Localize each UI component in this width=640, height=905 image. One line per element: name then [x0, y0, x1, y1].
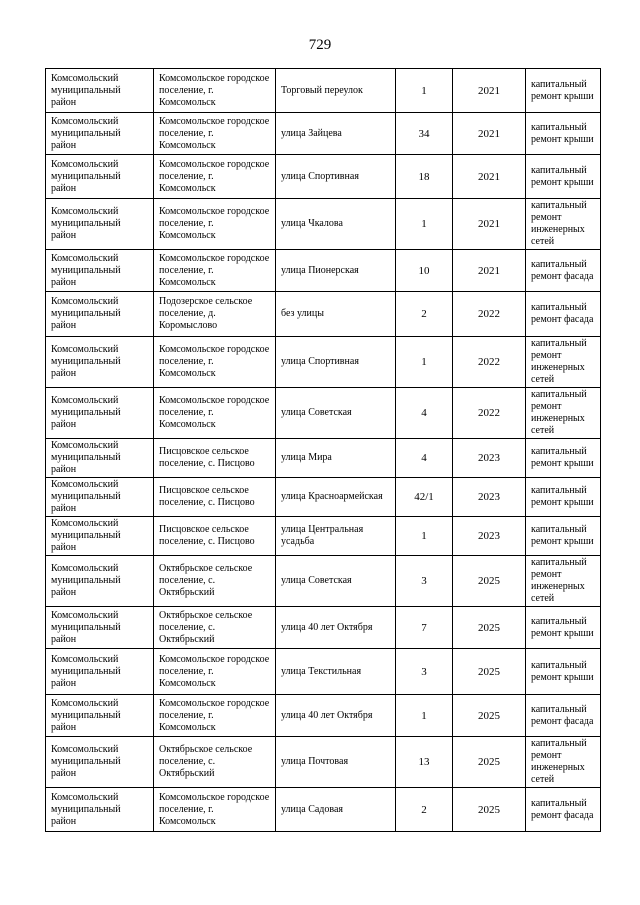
- year-cell: 2021: [453, 250, 526, 292]
- settlement-cell: Комсомольское городское поселение, г. Комсомольск: [154, 337, 276, 388]
- year-cell: 2025: [453, 788, 526, 832]
- street-cell: улица Текстильная: [276, 649, 396, 695]
- settlement-cell: Октябрьское сельское поселение, с. Октябрьский: [154, 556, 276, 607]
- work-type-cell: капитальный ремонт крыши: [526, 478, 601, 517]
- district-cell: Комсомольский муниципальный район: [46, 439, 154, 478]
- settlement-cell: Комсомольское городское поселение, г. Комсомольск: [154, 199, 276, 250]
- settlement-cell: Писцовское сельское поселение, с. Писцово: [154, 517, 276, 556]
- street-cell: улица Спортивная: [276, 155, 396, 199]
- street-cell: улица Советская: [276, 388, 396, 439]
- work-type-cell: капитальный ремонт фасада: [526, 695, 601, 737]
- work-type-cell: капитальный ремонт крыши: [526, 69, 601, 113]
- street-cell: улица Советская: [276, 556, 396, 607]
- table-row: [46, 155, 601, 199]
- district-cell: Комсомольский муниципальный район: [46, 155, 154, 199]
- district-cell: Комсомольский муниципальный район: [46, 292, 154, 337]
- street-cell: улица Зайцева: [276, 113, 396, 155]
- house-number-cell: 4: [396, 388, 453, 439]
- district-cell: Комсомольский муниципальный район: [46, 649, 154, 695]
- work-type-cell: капитальный ремонт крыши: [526, 113, 601, 155]
- district-cell: Комсомольский муниципальный район: [46, 113, 154, 155]
- table-row: [46, 607, 601, 649]
- district-cell: Комсомольский муниципальный район: [46, 788, 154, 832]
- work-type-cell: капитальный ремонт крыши: [526, 649, 601, 695]
- work-type-cell: капитальный ремонт инженерных сетей: [526, 556, 601, 607]
- work-type-cell: капитальный ремонт фасада: [526, 788, 601, 832]
- street-cell: без улицы: [276, 292, 396, 337]
- table-row: [46, 199, 601, 250]
- settlement-cell: Октябрьское сельское поселение, с. Октябрьский: [154, 607, 276, 649]
- table-row: [46, 788, 601, 832]
- table-row: [46, 737, 601, 788]
- district-cell: Комсомольский муниципальный район: [46, 69, 154, 113]
- settlement-cell: Комсомольское городское поселение, г. Комсомольск: [154, 649, 276, 695]
- settlement-cell: Подозерское сельское поселение, д. Коромыслово: [154, 292, 276, 337]
- settlement-cell: Комсомольское городское поселение, г. Комсомольск: [154, 788, 276, 832]
- table-row: [46, 695, 601, 737]
- table-row: [46, 556, 601, 607]
- street-cell: улица Садовая: [276, 788, 396, 832]
- house-number-cell: 1: [396, 517, 453, 556]
- street-cell: улица Центральная усадьба: [276, 517, 396, 556]
- street-cell: улица Мира: [276, 439, 396, 478]
- work-type-cell: капитальный ремонт инженерных сетей: [526, 388, 601, 439]
- settlement-cell: Писцовское сельское поселение, с. Писцово: [154, 439, 276, 478]
- house-number-cell: 1: [396, 69, 453, 113]
- street-cell: Торговый переулок: [276, 69, 396, 113]
- page-number: 729: [308, 37, 332, 53]
- house-number-cell: 42/1: [396, 478, 453, 517]
- house-number-cell: 34: [396, 113, 453, 155]
- year-cell: 2025: [453, 556, 526, 607]
- house-number-cell: 7: [396, 607, 453, 649]
- table-row: [46, 478, 601, 517]
- settlement-cell: Октябрьское сельское поселение, с. Октябрьский: [154, 737, 276, 788]
- year-cell: 2025: [453, 607, 526, 649]
- district-cell: Комсомольский муниципальный район: [46, 695, 154, 737]
- table-row: [46, 388, 601, 439]
- table-row: [46, 292, 601, 337]
- work-type-cell: капитальный ремонт крыши: [526, 155, 601, 199]
- house-number-cell: 1: [396, 337, 453, 388]
- settlement-cell: Комсомольское городское поселение, г. Комсомольск: [154, 113, 276, 155]
- settlement-cell: Комсомольское городское поселение, г. Комсомольск: [154, 155, 276, 199]
- repair-schedule-table: [45, 68, 601, 832]
- house-number-cell: 2: [396, 292, 453, 337]
- street-cell: улица Почтовая: [276, 737, 396, 788]
- year-cell: 2025: [453, 695, 526, 737]
- year-cell: 2021: [453, 113, 526, 155]
- settlement-cell: Комсомольское городское поселение, г. Комсомольск: [154, 388, 276, 439]
- house-number-cell: 3: [396, 556, 453, 607]
- district-cell: Комсомольский муниципальный район: [46, 737, 154, 788]
- street-cell: улица Красноармейская: [276, 478, 396, 517]
- street-cell: улица 40 лет Октября: [276, 695, 396, 737]
- year-cell: 2021: [453, 199, 526, 250]
- table-row: [46, 337, 601, 388]
- table-row: [46, 69, 601, 113]
- district-cell: Комсомольский муниципальный район: [46, 388, 154, 439]
- work-type-cell: капитальный ремонт крыши: [526, 517, 601, 556]
- table-row: [46, 517, 601, 556]
- work-type-cell: капитальный ремонт фасада: [526, 292, 601, 337]
- district-cell: Комсомольский муниципальный район: [46, 478, 154, 517]
- work-type-cell: капитальный ремонт фасада: [526, 250, 601, 292]
- work-type-cell: капитальный ремонт инженерных сетей: [526, 199, 601, 250]
- house-number-cell: 13: [396, 737, 453, 788]
- year-cell: 2022: [453, 337, 526, 388]
- house-number-cell: 1: [396, 199, 453, 250]
- district-cell: Комсомольский муниципальный район: [46, 337, 154, 388]
- year-cell: 2023: [453, 478, 526, 517]
- settlement-cell: Писцовское сельское поселение, с. Писцово: [154, 478, 276, 517]
- work-type-cell: капитальный ремонт инженерных сетей: [526, 337, 601, 388]
- district-cell: Комсомольский муниципальный район: [46, 556, 154, 607]
- work-type-cell: капитальный ремонт инженерных сетей: [526, 737, 601, 788]
- street-cell: улица Пионерская: [276, 250, 396, 292]
- district-cell: Комсомольский муниципальный район: [46, 250, 154, 292]
- year-cell: 2023: [453, 439, 526, 478]
- settlement-cell: Комсомольское городское поселение, г. Комсомольск: [154, 250, 276, 292]
- table-row: [46, 250, 601, 292]
- street-cell: улица Спортивная: [276, 337, 396, 388]
- settlement-cell: Комсомольское городское поселение, г. Комсомольск: [154, 695, 276, 737]
- district-cell: Комсомольский муниципальный район: [46, 199, 154, 250]
- year-cell: 2021: [453, 69, 526, 113]
- year-cell: 2022: [453, 292, 526, 337]
- street-cell: улица 40 лет Октября: [276, 607, 396, 649]
- year-cell: 2025: [453, 649, 526, 695]
- district-cell: Комсомольский муниципальный район: [46, 607, 154, 649]
- year-cell: 2022: [453, 388, 526, 439]
- table-row: [46, 439, 601, 478]
- settlement-cell: Комсомольское городское поселение, г. Комсомольск: [154, 69, 276, 113]
- street-cell: улица Чкалова: [276, 199, 396, 250]
- district-cell: Комсомольский муниципальный район: [46, 517, 154, 556]
- house-number-cell: 10: [396, 250, 453, 292]
- work-type-cell: капитальный ремонт крыши: [526, 439, 601, 478]
- table-row: [46, 113, 601, 155]
- house-number-cell: 2: [396, 788, 453, 832]
- house-number-cell: 3: [396, 649, 453, 695]
- table-row: [46, 649, 601, 695]
- house-number-cell: 1: [396, 695, 453, 737]
- year-cell: 2023: [453, 517, 526, 556]
- house-number-cell: 4: [396, 439, 453, 478]
- work-type-cell: капитальный ремонт крыши: [526, 607, 601, 649]
- house-number-cell: 18: [396, 155, 453, 199]
- year-cell: 2021: [453, 155, 526, 199]
- year-cell: 2025: [453, 737, 526, 788]
